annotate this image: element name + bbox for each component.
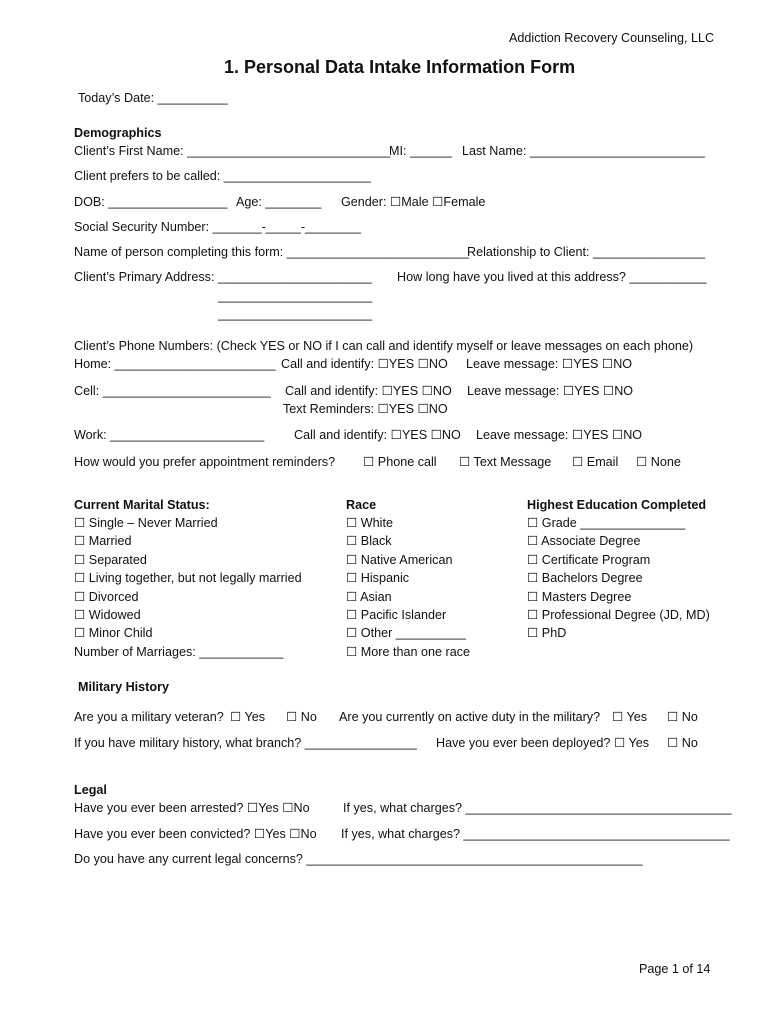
active-duty-question: Are you currently on active duty in the military? <box>339 710 601 724</box>
education-option[interactable]: ☐ Professional Degree (JD, MD) <box>527 608 710 622</box>
ssn-field[interactable]: Social Security Number: _______-_____-________ <box>74 220 362 234</box>
address-line-3[interactable]: ______________________ <box>218 307 373 321</box>
education-option[interactable]: ☐ Certificate Program <box>527 553 651 567</box>
reminder-email-checkbox[interactable]: ☐ Email <box>572 455 619 469</box>
address-line-2[interactable]: ______________________ <box>218 289 373 303</box>
demographics-heading: Demographics <box>74 126 162 140</box>
marital-option[interactable]: ☐ Married <box>74 534 132 548</box>
reminder-preference-question: How would you prefer appointment reminders? <box>74 455 336 469</box>
time-at-address-field[interactable]: How long have you lived at this address? ___________ <box>397 270 707 284</box>
page-number: Page 1 of 14 <box>639 962 711 976</box>
work-call-identify-checkboxes[interactable]: Call and identify: ☐YES ☐NO <box>294 428 461 442</box>
education-heading: Highest Education Completed <box>527 498 707 512</box>
education-option[interactable]: ☐ PhD <box>527 626 567 640</box>
race-option[interactable]: ☐ More than one race <box>346 645 471 659</box>
active-duty-no-checkbox[interactable]: ☐ No <box>667 710 698 724</box>
deployed-no-checkbox[interactable]: ☐ No <box>667 736 698 750</box>
arrest-charges-field[interactable]: If yes, what charges? ______________________________________ <box>343 801 732 815</box>
todays-date-field[interactable]: Today’s Date: __________ <box>78 91 228 105</box>
deployed-question: Have you ever been deployed? <box>436 736 611 750</box>
work-phone-field[interactable]: Work: ______________________ <box>74 428 265 442</box>
home-phone-field[interactable]: Home: _______________________ <box>74 357 276 371</box>
race-option[interactable]: ☐ White <box>346 516 393 530</box>
marital-option[interactable]: ☐ Separated <box>74 553 147 567</box>
reminder-text-checkbox[interactable]: ☐ Text Message <box>459 455 552 469</box>
preferred-name-field[interactable]: Client prefers to be called: _____________________ <box>74 169 371 183</box>
age-field[interactable]: Age: ________ <box>236 195 322 209</box>
work-leave-message-checkboxes[interactable]: Leave message: ☐YES ☐NO <box>476 428 643 442</box>
home-call-identify-checkboxes[interactable]: Call and identify: ☐YES ☐NO <box>281 357 448 371</box>
veteran-question: Are you a military veteran? <box>74 710 224 724</box>
race-heading: Race <box>346 498 377 512</box>
race-option[interactable]: ☐ Hispanic <box>346 571 410 585</box>
number-of-marriages-field[interactable]: Number of Marriages: ____________ <box>74 645 284 659</box>
mi-field[interactable]: MI: ______ <box>389 144 453 158</box>
company-name: Addiction Recovery Counseling, LLC <box>509 31 715 45</box>
relationship-field[interactable]: Relationship to Client: ________________ <box>467 245 706 259</box>
page-title: 1. Personal Data Intake Information Form <box>224 57 576 77</box>
reminder-none-checkbox[interactable]: ☐ None <box>636 455 681 469</box>
race-option[interactable]: ☐ Pacific Islander <box>346 608 447 622</box>
arrested-checkboxes[interactable]: Have you ever been arrested? ☐Yes ☐No <box>74 801 310 815</box>
military-branch-field[interactable]: If you have military history, what branch? ________________ <box>74 736 417 750</box>
veteran-no-checkbox[interactable]: ☐ No <box>286 710 317 724</box>
convicted-checkboxes[interactable]: Have you ever been convicted? ☐Yes ☐No <box>74 827 317 841</box>
legal-concerns-field[interactable]: Do you have any current legal concerns? ________________________________________________ <box>74 852 643 866</box>
primary-address-field[interactable]: Client’s Primary Address: ______________________ <box>74 270 373 284</box>
education-option[interactable]: ☐ Associate Degree <box>527 534 641 548</box>
marital-heading: Current Marital Status: <box>74 498 210 512</box>
dob-field[interactable]: DOB: _________________ <box>74 195 228 209</box>
cell-phone-field[interactable]: Cell: ________________________ <box>74 384 271 398</box>
marital-option[interactable]: ☐ Divorced <box>74 590 139 604</box>
military-heading: Military History <box>78 680 169 694</box>
race-option[interactable]: ☐ Native American <box>346 553 453 567</box>
veteran-yes-checkbox[interactable]: ☐ Yes <box>230 710 266 724</box>
reminder-phone-checkbox[interactable]: ☐ Phone call <box>363 455 437 469</box>
active-duty-yes-checkbox[interactable]: ☐ Yes <box>612 710 648 724</box>
race-option[interactable]: ☐ Other __________ <box>346 626 466 640</box>
education-option[interactable]: ☐ Masters Degree <box>527 590 632 604</box>
conviction-charges-field[interactable]: If yes, what charges? ______________________________________ <box>341 827 730 841</box>
race-option[interactable]: ☐ Asian <box>346 590 392 604</box>
home-leave-message-checkboxes[interactable]: Leave message: ☐YES ☐NO <box>466 357 633 371</box>
last-name-field[interactable]: Last Name: _________________________ <box>462 144 705 158</box>
education-option[interactable]: ☐ Grade _______________ <box>527 516 686 530</box>
marital-option[interactable]: ☐ Minor Child <box>74 626 153 640</box>
phone-instructions: Client’s Phone Numbers: (Check YES or NO if I can call and identify myself or leave messages on each phone) <box>74 339 694 353</box>
gender-checkboxes[interactable]: Gender: ☐Male ☐Female <box>341 195 486 209</box>
legal-heading: Legal <box>74 783 107 797</box>
completing-person-field[interactable]: Name of person completing this form: __________________________ <box>74 245 469 259</box>
marital-option[interactable]: ☐ Living together, but not legally married <box>74 571 302 585</box>
cell-leave-message-checkboxes[interactable]: Leave message: ☐YES ☐NO <box>467 384 634 398</box>
text-reminders-checkboxes[interactable]: Text Reminders: ☐YES ☐NO <box>283 402 448 416</box>
education-option[interactable]: ☐ Bachelors Degree <box>527 571 643 585</box>
marital-option[interactable]: ☐ Widowed <box>74 608 141 622</box>
marital-option[interactable]: ☐ Single – Never Married <box>74 516 218 530</box>
race-option[interactable]: ☐ Black <box>346 534 392 548</box>
first-name-field[interactable]: Client’s First Name: _____________________________ <box>74 144 391 158</box>
deployed-yes-checkbox[interactable]: ☐ Yes <box>614 736 650 750</box>
cell-call-identify-checkboxes[interactable]: Call and identify: ☐YES ☐NO <box>285 384 452 398</box>
